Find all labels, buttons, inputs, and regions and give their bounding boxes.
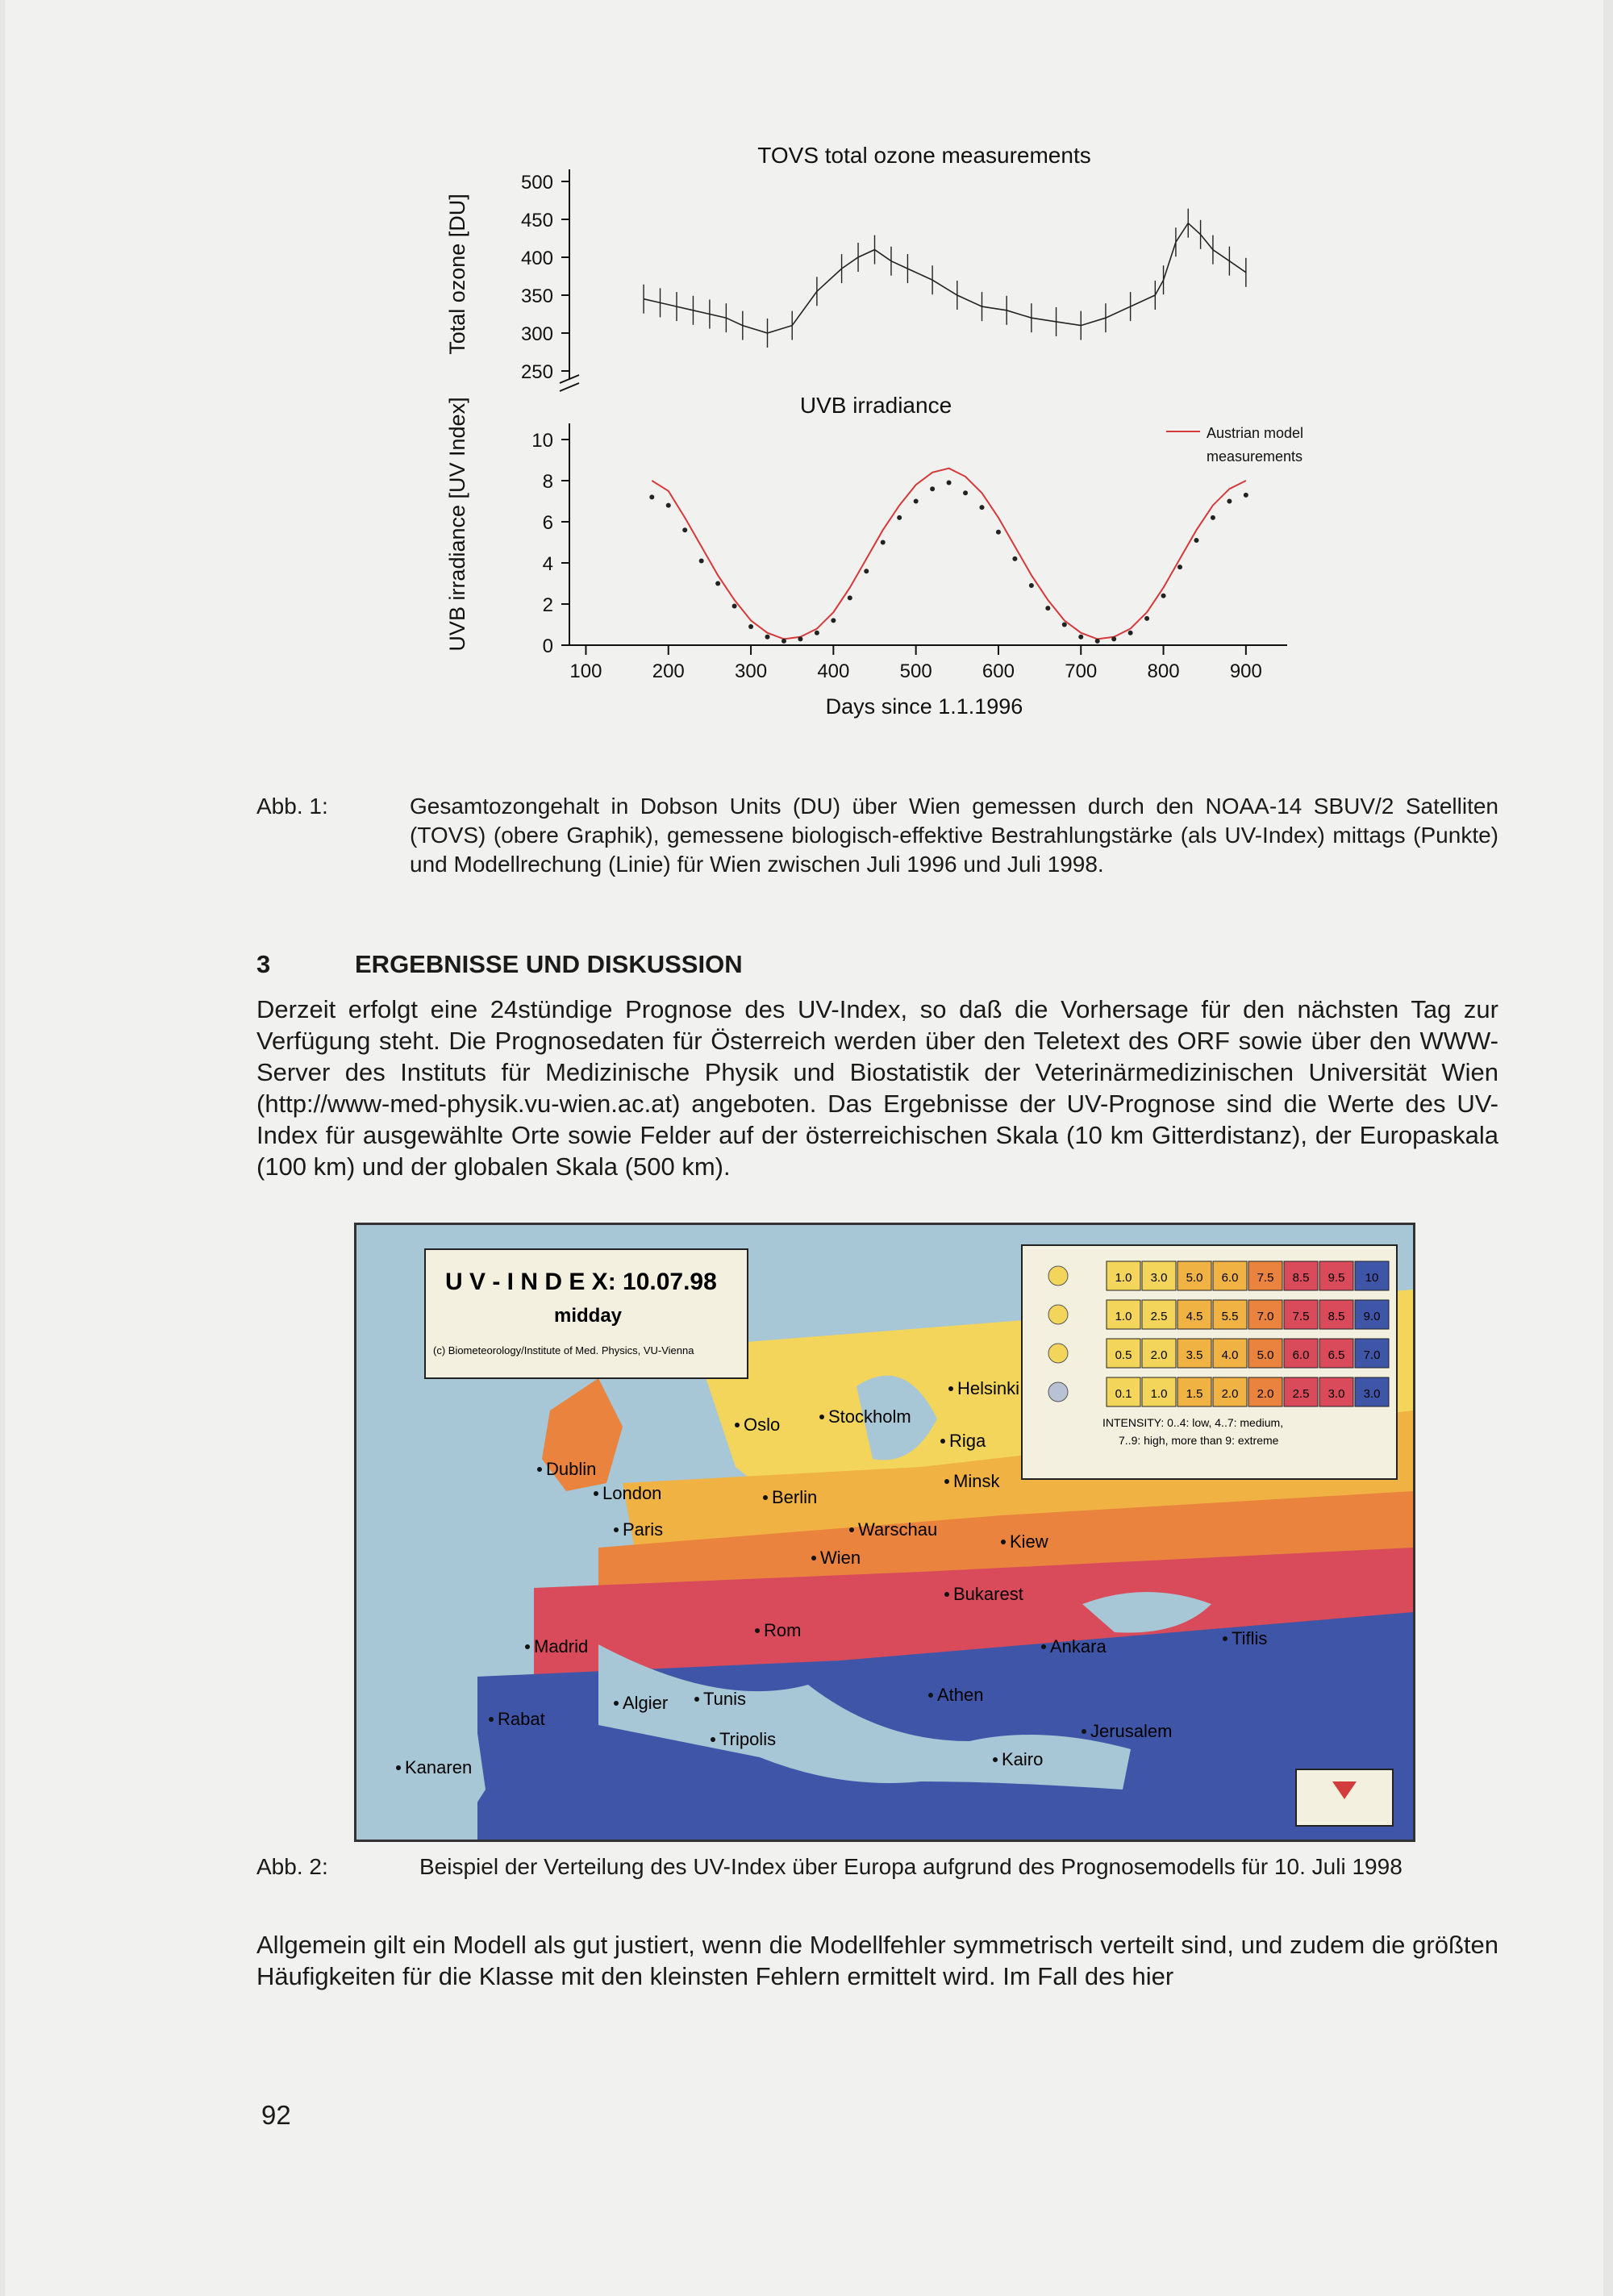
uvb-x-tick-label: 600 xyxy=(982,660,1015,682)
city-marker xyxy=(1082,1729,1086,1734)
scale-cell-value: 9.0 xyxy=(1363,1310,1381,1323)
city-marker xyxy=(537,1467,542,1472)
city-marker xyxy=(614,1701,619,1706)
legend-line-2: 7..9: high, more than 9: extreme xyxy=(1119,1434,1279,1447)
city-label: Stockholm xyxy=(828,1406,911,1427)
uvb-measurement-point xyxy=(897,515,902,520)
caption-2-label: Abb. 2: xyxy=(256,1854,328,1879)
uvb-measurement-point xyxy=(1029,583,1034,588)
uvb-measurement-point xyxy=(881,540,886,545)
page-sheet xyxy=(5,0,1603,2296)
uvb-measurement-point xyxy=(1095,639,1100,644)
ozone-chart-title: TOVS total ozone measurements xyxy=(757,145,1091,168)
uvb-measurement-point xyxy=(815,631,819,635)
scale-cell-value: 7.5 xyxy=(1257,1271,1274,1285)
ozone-tick-label: 250 xyxy=(520,361,553,383)
sun-icon xyxy=(1048,1344,1068,1363)
legend-model-label: Austrian model xyxy=(1207,425,1304,441)
city-marker xyxy=(819,1415,824,1419)
figure-1-charts xyxy=(424,145,1311,734)
section-title: ERGEBNISSE UND DISKUSSION xyxy=(355,950,743,978)
uvb-measurement-point xyxy=(1227,499,1232,504)
uvb-measurement-point xyxy=(1177,565,1182,569)
city-marker xyxy=(735,1423,740,1427)
map-subtitle: midday xyxy=(554,1305,623,1327)
city-marker xyxy=(594,1491,598,1496)
city-label: Dublin xyxy=(546,1459,597,1479)
uvb-measurement-point xyxy=(1078,635,1083,640)
uvb-x-tick-label: 300 xyxy=(735,660,768,682)
scale-cell-value: 4.0 xyxy=(1221,1348,1239,1362)
scale-cell-value: 1.0 xyxy=(1115,1271,1132,1285)
city-label: Paris xyxy=(623,1519,664,1540)
ozone-y-ticks xyxy=(521,172,569,383)
uvb-measurement-point xyxy=(649,494,654,499)
uvb-x-tick-label: 700 xyxy=(1065,660,1098,682)
scale-cell-value: 2.5 xyxy=(1292,1387,1310,1401)
city-label: Riga xyxy=(949,1431,986,1451)
scale-cell-value: 5.5 xyxy=(1221,1310,1239,1323)
city-label: Wien xyxy=(820,1548,861,1568)
scale-cell-value: 5.0 xyxy=(1186,1271,1203,1285)
city-label: Oslo xyxy=(744,1415,781,1435)
scale-cell-value: 2.0 xyxy=(1150,1348,1168,1362)
scale-cell-value: 3.0 xyxy=(1327,1387,1345,1401)
uvb-measurement-point xyxy=(1244,493,1248,498)
uvb-measurement-point xyxy=(914,499,919,504)
uvb-measurement-point xyxy=(1128,631,1133,635)
scale-cell-value: 7.0 xyxy=(1363,1348,1381,1362)
ozone-tick-label: 300 xyxy=(520,323,553,345)
scale-cell-value: 2.0 xyxy=(1257,1387,1274,1401)
uvb-x-tick-label: 100 xyxy=(569,660,602,682)
ozone-y-label: Total ozone [DU] xyxy=(445,194,469,355)
uvb-measurement-point xyxy=(1211,515,1215,520)
uvb-x-ticks xyxy=(569,645,1261,682)
city-label: Helsinki xyxy=(957,1378,1020,1398)
scale-cell-value: 1.0 xyxy=(1150,1387,1168,1401)
city-marker xyxy=(489,1717,494,1722)
uvb-y-tick-label: 10 xyxy=(531,430,553,452)
city-label: Kiew xyxy=(1010,1531,1048,1552)
city-marker xyxy=(763,1495,768,1500)
city-label: Algier xyxy=(623,1693,669,1713)
uvb-y-tick-label: 6 xyxy=(542,512,553,534)
city-marker xyxy=(928,1693,933,1698)
city-label: London xyxy=(602,1483,662,1503)
map-drawing xyxy=(356,1225,1413,1840)
uvb-measurement-point xyxy=(699,558,704,563)
scale-cell-value: 3.0 xyxy=(1363,1387,1381,1401)
city-marker xyxy=(940,1439,945,1444)
uvb-measurement-point xyxy=(831,618,836,623)
scale-cell-value: 8.5 xyxy=(1327,1310,1345,1323)
city-label: Tripolis xyxy=(719,1729,777,1749)
uvb-y-label: UVB irradiance [UV Index] xyxy=(445,397,469,652)
scale-cell-value: 10 xyxy=(1365,1271,1379,1285)
uvb-y-tick-label: 8 xyxy=(542,471,553,493)
city-marker xyxy=(1223,1636,1227,1641)
uvb-measurement-point xyxy=(930,486,935,491)
city-marker xyxy=(993,1757,998,1762)
city-label: Tunis xyxy=(703,1689,746,1709)
scale-cell-value: 3.5 xyxy=(1186,1348,1203,1362)
uvb-measurement-point xyxy=(666,503,671,508)
sun-icon xyxy=(1048,1266,1068,1286)
uvb-measurement-point xyxy=(864,569,869,573)
body-paragraph-2: Allgemein gilt ein Modell als gut justiert, wenn die Modellfehler symmetrisch verteilt sind, und zudem die größten Häufigkeiten für die Klasse mit den kleinsten Fehlern ermittelt wird. Im Fall des hier xyxy=(256,1931,1498,1990)
city-label: Berlin xyxy=(772,1487,818,1507)
section-number: 3 xyxy=(256,950,271,978)
city-marker xyxy=(396,1765,401,1770)
uvb-measurement-point xyxy=(1194,538,1198,543)
uvb-measurement-point xyxy=(781,639,786,644)
uvb-x-tick-label: 800 xyxy=(1147,660,1180,682)
uv-index-europe-map xyxy=(354,1223,1415,1842)
ozone-tick-label: 400 xyxy=(520,248,553,269)
city-label: Ankara xyxy=(1050,1636,1107,1656)
city-label: Rom xyxy=(764,1620,802,1640)
uvb-y-tick-label: 2 xyxy=(542,594,553,616)
uvb-measurement-point xyxy=(748,624,753,629)
ozone-tick-label: 500 xyxy=(520,172,553,194)
city-marker xyxy=(944,1479,949,1484)
uvb-measurement-point xyxy=(715,581,720,586)
uvb-measurement-point xyxy=(1144,616,1149,621)
scale-cell-value: 3.0 xyxy=(1150,1271,1168,1285)
city-marker xyxy=(614,1527,619,1532)
cloud-icon xyxy=(1048,1382,1068,1402)
city-marker xyxy=(694,1697,699,1702)
uvb-measurement-point xyxy=(732,604,737,609)
caption-2-text: Beispiel der Verteilung des UV-Index über Europa aufgrund des Prognosemodells für 10. Juli 1998 xyxy=(419,1854,1403,1879)
ozone-series-marks xyxy=(644,209,1246,348)
uvb-measurement-point xyxy=(848,595,852,600)
city-label: Kairo xyxy=(1002,1749,1044,1769)
uvb-x-tick-label: 400 xyxy=(817,660,850,682)
uvb-measurement-points xyxy=(649,481,1248,644)
scale-cell-value: 6.0 xyxy=(1221,1271,1239,1285)
uvb-measurement-point xyxy=(1012,556,1017,561)
uvb-measurement-point xyxy=(1111,636,1116,641)
ozone-tick-label: 450 xyxy=(520,210,553,231)
city-label: Kanaren xyxy=(405,1757,473,1777)
scale-cell-value: 6.5 xyxy=(1327,1348,1345,1362)
sun-icon xyxy=(1048,1305,1068,1324)
uvb-measurement-point xyxy=(1045,606,1050,610)
legend-line-1: INTENSITY: 0..4: low, 4..7: medium, xyxy=(1102,1416,1284,1429)
map-title: U V - I N D E X: 10.07.98 xyxy=(445,1269,717,1295)
uvb-chart-title: UVB irradiance xyxy=(799,393,952,418)
caption-1-text: Gesamtozongehalt in Dobson Units (DU) über Wien gemessen durch den NOAA-14 SBUV/2 Satelliten (TOVS) (obere Graphik), gemessene biologisch-effektive Bestrahlungstärke (als UV-Index) mittags (Punkte) und Modellrechung (Linie) für Wien zwischen Juli 1996 und Juli 1998. xyxy=(410,794,1498,877)
ozone-series-line xyxy=(644,223,1246,333)
scale-cell-value: 0.1 xyxy=(1115,1387,1132,1401)
city-marker xyxy=(1001,1540,1006,1544)
uvb-x-label: Days since 1.1.1996 xyxy=(825,694,1023,719)
city-label: Bukarest xyxy=(953,1584,1023,1604)
city-label: Jerusalem xyxy=(1090,1721,1173,1741)
uvb-measurement-point xyxy=(765,635,770,640)
uvb-measurement-point xyxy=(979,505,984,510)
uvb-x-tick-label: 900 xyxy=(1229,660,1262,682)
city-marker xyxy=(711,1737,715,1742)
city-label: Rabat xyxy=(498,1709,545,1729)
uvb-measurement-point xyxy=(798,636,802,641)
uvb-y-tick-label: 0 xyxy=(542,635,553,657)
uvb-measurement-point xyxy=(996,530,1001,535)
axis-break-mark-2 xyxy=(560,383,579,391)
body-paragraph-1: Derzeit erfolgt eine 24stündige Prognose des UV-Index, so daß die Vorhersage für den nächsten Tag zur Verfügung steht. Die Prognosedaten für Österreich werden über den Teletext des ORF sowie über den WWW-Server des Instituts für Medizinische Physik und Biostatistik der Veterinärmedizinischen Universität Wien (http://www-med-physik.vu-wien.ac.at) angeboten. Das Ergebnisse der UV-Prognose sind die Werte des UV-Index für ausgewählte Orte sowie Felder auf der österreichischen Skala (10 km Gitterdistanz), der Europaskala (100 km) und der globalen Skala (500 km). xyxy=(256,995,1498,1181)
uvb-x-tick-label: 500 xyxy=(899,660,932,682)
page-number: 92 xyxy=(261,2100,291,2130)
city-label: Minsk xyxy=(953,1471,1000,1491)
scale-cell-value: 9.5 xyxy=(1327,1271,1345,1285)
city-marker xyxy=(849,1527,854,1532)
city-marker xyxy=(525,1644,530,1649)
scale-cell-value: 0.5 xyxy=(1115,1348,1132,1362)
caption-1-label: Abb. 1: xyxy=(256,794,328,819)
uvb-measurement-point xyxy=(1062,623,1067,627)
city-marker xyxy=(811,1556,816,1561)
ozone-tick-label: 350 xyxy=(520,285,553,307)
uvb-measurement-point xyxy=(682,527,687,532)
legend-measure-label: measurements xyxy=(1207,448,1303,465)
uvb-y-ticks xyxy=(531,430,569,657)
city-marker xyxy=(1041,1644,1046,1649)
uvb-x-tick-label: 200 xyxy=(652,660,685,682)
scale-cell-value: 1.0 xyxy=(1115,1310,1132,1323)
ozone-uvb-chart xyxy=(424,145,1311,734)
figure-2-caption xyxy=(256,1852,1498,1885)
uvb-measurement-point xyxy=(963,490,968,495)
scale-cell-value: 1.5 xyxy=(1186,1387,1203,1401)
city-label: Athen xyxy=(937,1685,984,1705)
city-label: Warschau xyxy=(858,1519,938,1540)
scale-cell-value: 2.5 xyxy=(1150,1310,1168,1323)
city-marker xyxy=(755,1628,760,1633)
scale-cell-value: 7.5 xyxy=(1292,1310,1310,1323)
map-credit: (c) Biometeorology/Institute of Med. Physics, VU-Vienna xyxy=(433,1344,694,1356)
uvb-model-line xyxy=(652,469,1246,640)
scale-cell-value: 5.0 xyxy=(1257,1348,1274,1362)
scale-cell-value: 4.5 xyxy=(1186,1310,1203,1323)
city-label: Madrid xyxy=(534,1636,589,1656)
scale-cell-value: 7.0 xyxy=(1257,1310,1274,1323)
scale-cell-value: 8.5 xyxy=(1292,1271,1310,1285)
city-marker xyxy=(944,1592,949,1597)
uvb-y-tick-label: 4 xyxy=(542,553,553,575)
uvb-measurement-point xyxy=(947,481,952,485)
city-marker xyxy=(948,1386,953,1391)
city-label: Tiflis xyxy=(1232,1628,1268,1648)
scale-cell-value: 6.0 xyxy=(1292,1348,1310,1362)
figure-1-caption xyxy=(256,792,1498,881)
uvb-measurement-point xyxy=(1161,594,1166,598)
scale-cell-value: 2.0 xyxy=(1221,1387,1239,1401)
